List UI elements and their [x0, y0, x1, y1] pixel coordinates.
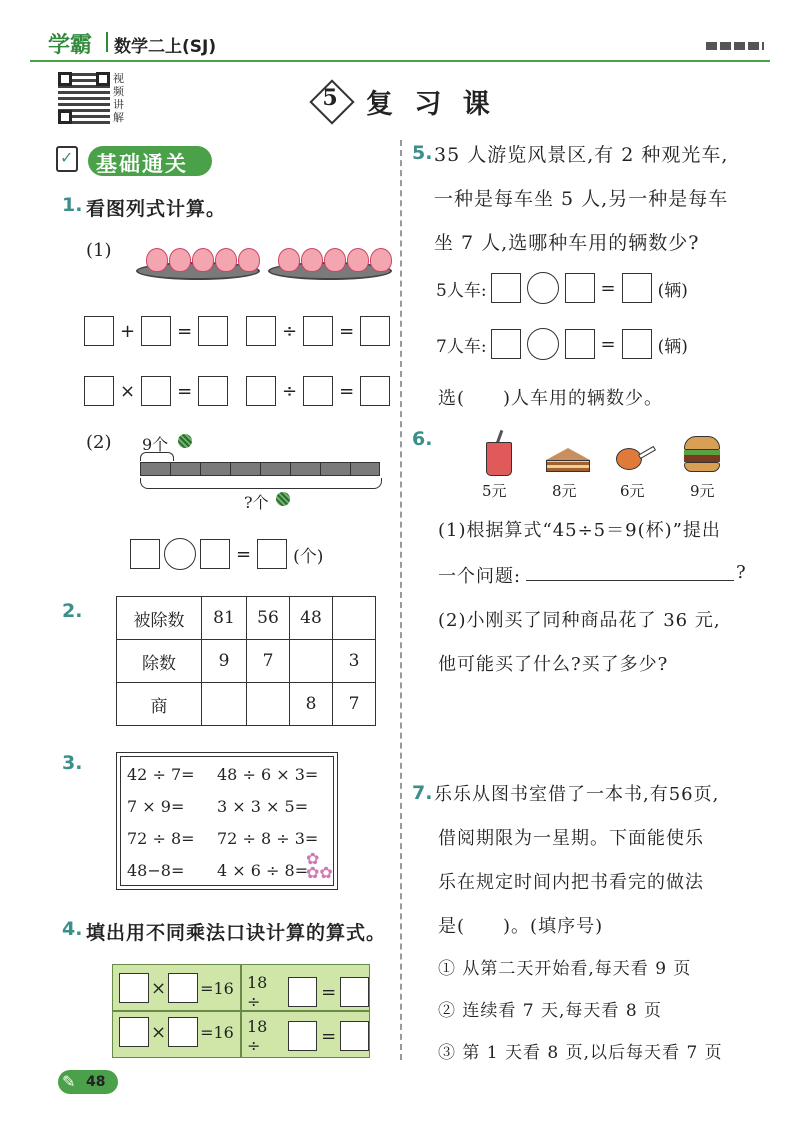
q4-eq: 18 ÷ — [247, 1017, 268, 1055]
answer-box[interactable] — [340, 977, 369, 1007]
table-cell[interactable] — [290, 640, 333, 683]
table-cell: 81 — [202, 597, 247, 640]
q2-number: 2. — [62, 600, 83, 622]
qr-code[interactable] — [58, 72, 110, 124]
exercise: 42 ÷ 7= — [127, 765, 195, 784]
burger-icon — [684, 436, 720, 472]
table-row — [117, 640, 376, 683]
exercise: 7 × 9= — [127, 797, 185, 816]
table-cell: 7 — [247, 640, 290, 683]
answer-box[interactable] — [565, 329, 595, 359]
brace-bottom — [140, 478, 382, 489]
answer-box[interactable] — [119, 973, 149, 1003]
q4-eq: =16 — [200, 978, 234, 998]
column-divider — [400, 140, 402, 1060]
answer-box[interactable] — [565, 273, 595, 303]
q7-option-3: ③ 第 1 天看 8 页,以后每天看 7 页 — [438, 1043, 723, 1063]
answer-box[interactable] — [340, 1021, 369, 1051]
q1-part2-label: (2) — [86, 432, 112, 453]
q5-number: 5. — [412, 142, 433, 164]
answer-box[interactable] — [360, 376, 390, 406]
header — [30, 26, 770, 62]
q7-option-2: ② 连续看 7 天,每天看 8 页 — [438, 1001, 663, 1021]
q1-row-5: = (个) — [130, 538, 323, 570]
peach-plate-right — [268, 236, 392, 282]
q1-text: 看图列式计算。 — [86, 198, 227, 220]
answer-box[interactable] — [303, 376, 333, 406]
exercise: 48−8= — [127, 861, 185, 880]
answer-box[interactable] — [130, 539, 160, 569]
q1-row-1: + = — [84, 316, 228, 346]
watermelon-icon — [276, 492, 290, 506]
lesson-number: 5 — [322, 85, 338, 111]
q5-row-5car: 5人车: = (辆) — [436, 272, 688, 304]
q5-unit: (辆) — [657, 336, 688, 357]
q7-number: 7. — [412, 782, 433, 804]
drink-icon — [484, 430, 514, 476]
table-cell: 9 — [202, 640, 247, 683]
brace-top — [140, 452, 174, 461]
table-row — [117, 597, 376, 640]
answer-box[interactable] — [84, 316, 114, 346]
q5-line3: 坐 7 人,选哪种车用的辆数少? — [434, 232, 700, 254]
answer-box[interactable] — [257, 539, 287, 569]
answer-box[interactable] — [360, 316, 390, 346]
table-cell[interactable] — [202, 683, 247, 726]
watermelon-icon — [178, 434, 192, 448]
answer-box[interactable] — [141, 316, 171, 346]
sandwich-icon — [546, 448, 590, 472]
table-cell: 56 — [247, 597, 290, 640]
price-label: 9元 — [690, 482, 715, 500]
q6-number: 6. — [412, 428, 433, 450]
q5-row-7car: 7人车: = (辆) — [436, 328, 688, 360]
q1-row-4: ÷ = — [246, 376, 390, 406]
answer-box[interactable] — [491, 273, 521, 303]
table-cell: 3 — [333, 640, 376, 683]
q7-option-1: ① 从第二天开始看,每天看 9 页 — [438, 959, 692, 979]
lesson-title: 复 习 课 — [366, 89, 496, 120]
table-row — [117, 683, 376, 726]
q6-p2b: 他可能买了什么?买了多少? — [438, 654, 669, 675]
q7-line4: 是( )。(填序号) — [438, 916, 604, 937]
answer-box[interactable] — [288, 1021, 317, 1051]
page-badge — [58, 1070, 118, 1094]
exercise: 72 ÷ 8= — [127, 829, 195, 848]
price-label: 6元 — [620, 482, 645, 500]
q1-part1-label: (1) — [86, 240, 112, 261]
brand-logo: 学霸 — [48, 33, 93, 58]
section-label: 基础通关 — [96, 152, 188, 176]
q5-car5-label: 5人车: — [436, 280, 487, 301]
row-header: 除数 — [117, 640, 202, 683]
answer-box[interactable] — [246, 376, 276, 406]
q5-choose: 选( )人车用的辆数少。 — [438, 388, 664, 409]
table-cell[interactable] — [333, 597, 376, 640]
answer-line[interactable] — [526, 580, 734, 581]
row-header: 商 — [117, 683, 202, 726]
price-label: 5元 — [482, 482, 507, 500]
answer-box[interactable] — [198, 316, 228, 346]
book-title: 数学二上(SJ) — [114, 37, 217, 57]
q4-eq: 18 ÷ — [247, 973, 268, 1011]
q4-number: 4. — [62, 918, 83, 940]
answer-box[interactable] — [622, 329, 652, 359]
q1-row-3: × = — [84, 376, 228, 406]
exercise: 4 × 6 ÷ 8= — [217, 861, 309, 880]
q1-label-top: 9个 — [142, 435, 169, 454]
answer-box[interactable] — [200, 539, 230, 569]
header-divider — [106, 32, 108, 52]
answer-box[interactable] — [288, 977, 317, 1007]
q6-p1b: 一个问题: — [438, 566, 522, 587]
q1-label-bottom: ?个 — [244, 493, 269, 512]
operator-circle[interactable] — [164, 538, 196, 570]
table-cell[interactable] — [247, 683, 290, 726]
q5-line2: 一种是每车坐 5 人,另一种是每车 — [434, 188, 729, 210]
q3-number: 3. — [62, 752, 83, 774]
table-cell: 7 — [333, 683, 376, 726]
pencil-icon: ✎ — [62, 1072, 76, 1091]
answer-box[interactable] — [246, 316, 276, 346]
answer-box[interactable] — [141, 376, 171, 406]
drumstick-icon — [614, 440, 658, 472]
q2-table — [116, 596, 376, 726]
answer-box[interactable] — [84, 376, 114, 406]
q5-line1: 35 人游览风景区,有 2 种观光车, — [434, 144, 729, 166]
peach-plate-left — [136, 236, 260, 282]
q7-line1: 乐乐从图书室借了一本书,有56页, — [434, 784, 720, 805]
q6-p1a: (1)根据算式“45÷5＝9(杯)”提出 — [438, 520, 721, 541]
q7-line2: 借阅期限为一星期。下面能使乐 — [438, 828, 704, 849]
q1-row-2: ÷ = — [246, 316, 390, 346]
answer-box[interactable] — [119, 1017, 149, 1047]
q6-p2a: (2)小刚买了同种商品花了 36 元, — [438, 610, 721, 631]
answer-box[interactable] — [198, 376, 228, 406]
exercise: 48 ÷ 6 × 3= — [217, 765, 319, 784]
q6-p1-end: ? — [736, 562, 746, 583]
q5-unit: (辆) — [657, 280, 688, 301]
price-label: 8元 — [552, 482, 577, 500]
q1-unit: (个) — [293, 546, 324, 567]
q4-eq: =16 — [200, 1022, 234, 1042]
header-decor-icon — [706, 42, 764, 50]
qr-caption: 视频讲解 — [113, 72, 124, 124]
answer-box[interactable] — [303, 316, 333, 346]
q4-text: 填出用不同乘法口诀计算的算式。 — [86, 922, 387, 944]
answer-box[interactable] — [491, 329, 521, 359]
q7-line3: 乐在规定时间内把书看完的做法 — [438, 872, 704, 893]
checklist-icon: ✓ — [56, 146, 78, 172]
table-cell: 8 — [290, 683, 333, 726]
answer-box[interactable] — [622, 273, 652, 303]
flower-icon: ✿ ✿✿ — [306, 849, 333, 882]
answer-box[interactable] — [168, 1017, 198, 1047]
operator-circle[interactable] — [527, 272, 559, 304]
operator-circle[interactable] — [527, 328, 559, 360]
q4-fill-table: × =16 18 ÷ = × =16 18 ÷ = — [112, 964, 370, 1058]
exercise: 3 × 3 × 5= — [217, 797, 309, 816]
page-number: 48 — [86, 1074, 106, 1090]
q5-car7-label: 7人车: — [436, 336, 487, 357]
answer-box[interactable] — [168, 973, 198, 1003]
row-header: 被除数 — [117, 597, 202, 640]
q1-number: 1. — [62, 194, 83, 216]
exercise: 72 ÷ 8 ÷ 3= — [217, 829, 319, 848]
table-cell: 48 — [290, 597, 333, 640]
q3-exercise-box — [116, 752, 338, 890]
segment-bar — [140, 462, 380, 476]
